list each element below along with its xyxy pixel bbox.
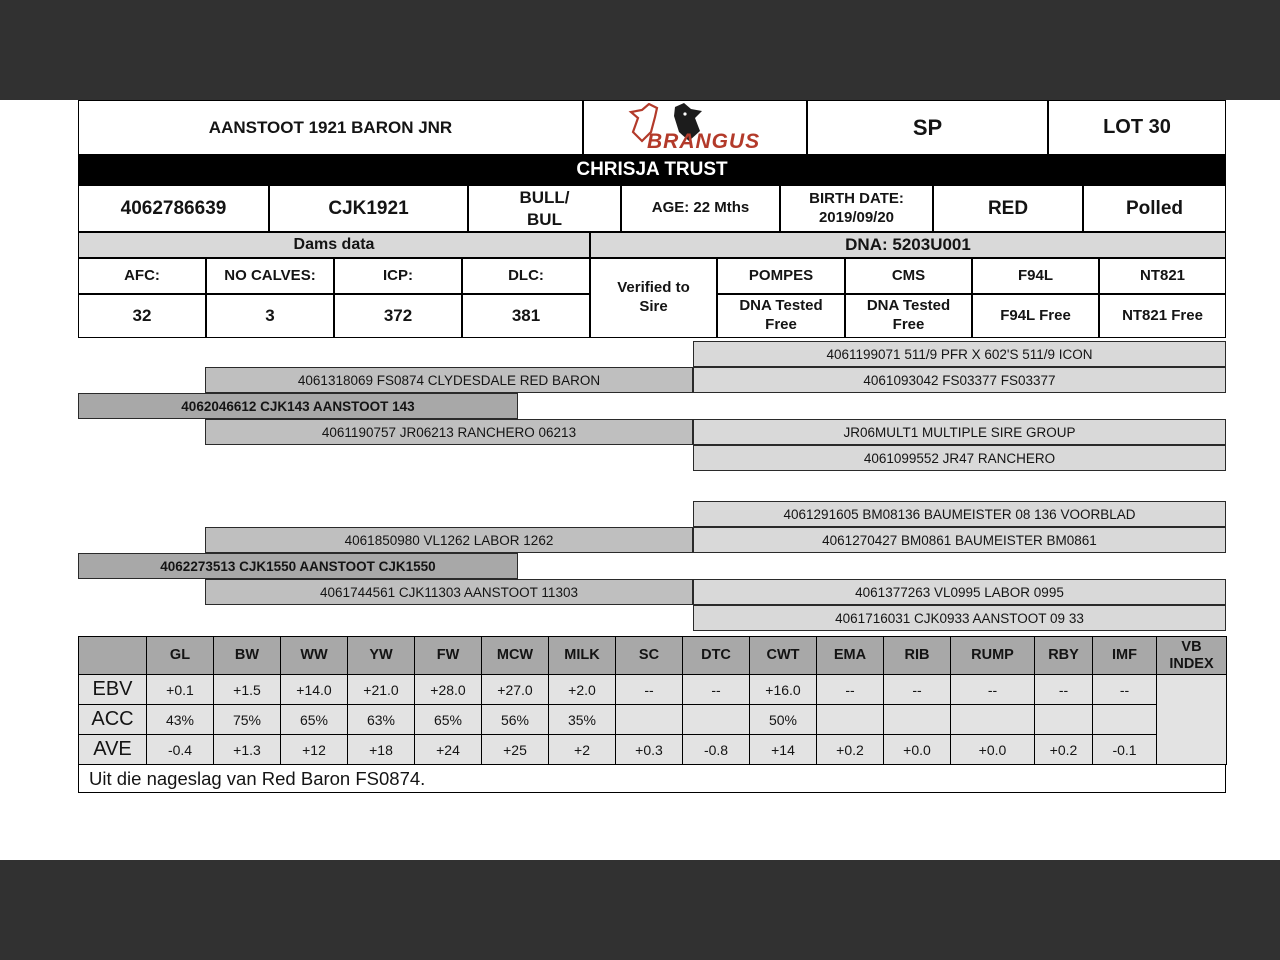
ebv-corner-cell	[79, 637, 147, 675]
icp-value-cell	[334, 294, 462, 338]
col-header-cwt: CWT	[750, 637, 817, 675]
ebv-row	[79, 675, 1227, 705]
sire-dam-cell	[205, 419, 693, 445]
ebv-yw: +21.0	[348, 675, 415, 705]
sire-dam-dam-cell	[693, 445, 1226, 471]
tattoo: CJK1921	[328, 197, 409, 219]
ave-mcw: +25	[482, 735, 549, 765]
dlc-value: 381	[511, 306, 541, 326]
dam-dam-sire: 4061377263 VL0995 LABOR 0995	[855, 584, 1064, 600]
cms-value-cell	[845, 294, 972, 338]
dam-name: 4062273513 CJK1550 AANSTOOT CJK1550	[160, 558, 436, 574]
cms-value: DNA Tested Free	[866, 297, 951, 333]
ebv-cwt: +16.0	[750, 675, 817, 705]
dlc-label-cell	[462, 258, 590, 294]
no-calves-value-cell	[206, 294, 334, 338]
no-calves-label: NO CALVES:	[224, 266, 316, 284]
acc-row-label: ACC	[79, 705, 147, 735]
ave-rby: +0.2	[1035, 735, 1093, 765]
sire-dam-sire-cell	[693, 419, 1226, 445]
ave-milk: +2	[549, 735, 616, 765]
sex-line2: BUL	[527, 209, 562, 229]
progeny-note: Uit die nageslag van Red Baron FS0874.	[89, 767, 426, 789]
afc-value: 32	[132, 306, 152, 326]
sire-sire-sire: 4061199071 511/9 PFR X 602'S 511/9 ICON	[826, 346, 1093, 362]
sire-name: 4062046612 CJK143 AANSTOOT 143	[181, 398, 415, 414]
ebv-ema: --	[817, 675, 884, 705]
sp-cell	[807, 100, 1048, 155]
sire-sire-cell	[205, 367, 693, 393]
sex-line1: BULL/	[519, 188, 570, 208]
cms-label: CMS	[891, 266, 926, 284]
col-header-mcw: MCW	[482, 637, 549, 675]
col-header-bw: BW	[214, 637, 281, 675]
ebv-rump: --	[951, 675, 1035, 705]
dam-sire-sire-cell	[693, 501, 1226, 527]
pompes-value-cell	[717, 294, 845, 338]
afc-value-cell	[78, 294, 206, 338]
col-header-sc: SC	[616, 637, 683, 675]
ave-yw: +18	[348, 735, 415, 765]
pompes-label-cell	[717, 258, 845, 294]
birth-date: 2019/09/20	[818, 208, 895, 226]
col-header-gl: GL	[147, 637, 214, 675]
ave-cwt: +14	[750, 735, 817, 765]
age-cell	[621, 185, 780, 232]
birth-date-cell	[780, 185, 933, 232]
col-header-milk: MILK	[549, 637, 616, 675]
top-dark-band	[0, 0, 1280, 100]
dam-dam-sire-cell	[693, 579, 1226, 605]
bottom-dark-band	[0, 860, 1280, 960]
acc-bw: 75%	[214, 705, 281, 735]
lot-number: LOT 30	[1103, 116, 1171, 138]
icp-value: 372	[383, 306, 413, 326]
brand-wordmark: BRANGUS	[647, 129, 761, 153]
verified-to-sire-cell	[590, 258, 717, 338]
brangus-logo	[605, 103, 785, 153]
dam-cell	[78, 553, 518, 579]
col-header-dtc: DTC	[683, 637, 750, 675]
sire-dam-sire: JR06MULT1 MULTIPLE SIRE GROUP	[843, 424, 1076, 440]
ebv-dtc: --	[683, 675, 750, 705]
nt821-value: NT821 Free	[1122, 306, 1203, 324]
acc-milk: 35%	[549, 705, 616, 735]
dlc-label: DLC:	[508, 266, 544, 284]
ave-bw: +1.3	[214, 735, 281, 765]
dam-sire: 4061850980 VL1262 LABOR 1262	[344, 532, 554, 548]
acc-rib	[884, 705, 951, 735]
acc-row	[79, 705, 1227, 735]
ave-rump: +0.0	[951, 735, 1035, 765]
col-header-rib: RIB	[884, 637, 951, 675]
acc-imf	[1093, 705, 1157, 735]
ave-sc: +0.3	[616, 735, 683, 765]
dam-dam-dam-cell	[693, 605, 1226, 631]
afc-label-cell	[78, 258, 206, 294]
ebv-rby: --	[1035, 675, 1093, 705]
ebv-row-label: EBV	[79, 675, 147, 705]
ave-gl: -0.4	[147, 735, 214, 765]
age: AGE: 22 Mths	[651, 199, 750, 217]
sp-code: SP	[912, 114, 943, 140]
acc-rump	[951, 705, 1035, 735]
birth-date-label: BIRTH DATE:	[809, 189, 904, 207]
brand-logo-cell	[583, 100, 807, 155]
ave-row-label: AVE	[79, 735, 147, 765]
nt821-label-cell	[1099, 258, 1226, 294]
colour-cell	[933, 185, 1083, 232]
progeny-note-cell	[78, 764, 1226, 793]
dam-sire-sire: 4061291605 BM08136 BAUMEISTER 08 136 VOORBLAD	[783, 506, 1136, 522]
reg-number-cell	[78, 185, 269, 232]
ebv-sc: --	[616, 675, 683, 705]
f94l-label: F94L	[1017, 266, 1053, 284]
f94l-label-cell	[972, 258, 1099, 294]
lot-cell	[1048, 100, 1226, 155]
col-header-rump: RUMP	[951, 637, 1035, 675]
cattle-eye-dot	[683, 112, 686, 115]
afc-label: AFC:	[124, 266, 160, 284]
acc-sc	[616, 705, 683, 735]
reg-number: 4062786639	[120, 197, 227, 219]
col-header-vb-index: VB INDEX	[1157, 637, 1227, 675]
ave-dtc: -0.8	[683, 735, 750, 765]
verified-to-sire: Verified to Sire	[617, 279, 690, 315]
animal-name-cell	[78, 100, 583, 155]
dam-dam-dam: 4061716031 CJK0933 AANSTOOT 09 33	[835, 610, 1084, 626]
ave-rib: +0.0	[884, 735, 951, 765]
tattoo-cell	[269, 185, 468, 232]
sire-dam-dam: 4061099552 JR47 RANCHERO	[863, 450, 1056, 466]
ebv-rib: --	[884, 675, 951, 705]
acc-dtc	[683, 705, 750, 735]
ebv-gl: +0.1	[147, 675, 214, 705]
acc-ww: 65%	[281, 705, 348, 735]
ebv-mcw: +27.0	[482, 675, 549, 705]
icp-label-cell	[334, 258, 462, 294]
horn-status-cell	[1083, 185, 1226, 232]
ebv-table	[78, 636, 1227, 765]
colour: RED	[987, 197, 1029, 219]
col-header-imf: IMF	[1093, 637, 1157, 675]
acc-gl: 43%	[147, 705, 214, 735]
sire-cell	[78, 393, 518, 419]
acc-yw: 63%	[348, 705, 415, 735]
acc-ema	[817, 705, 884, 735]
ave-ema: +0.2	[817, 735, 884, 765]
owner-name: CHRISJA TRUST	[576, 159, 728, 180]
acc-cwt: 50%	[750, 705, 817, 735]
dna-code: DNA: 5203U001	[845, 235, 971, 255]
owner-bar	[78, 155, 1226, 185]
dam-dam: 4061744561 CJK11303 AANSTOOT 11303	[320, 584, 578, 600]
dam-sire-dam-cell	[693, 527, 1226, 553]
cms-label-cell	[845, 258, 972, 294]
dna-header	[590, 232, 1226, 258]
ebv-ww: +14.0	[281, 675, 348, 705]
acc-rby	[1035, 705, 1093, 735]
col-header-fw: FW	[415, 637, 482, 675]
col-header-rby: RBY	[1035, 637, 1093, 675]
dams-data-header	[78, 232, 590, 258]
sire-sire-dam: 4061093042 FS03377 FS03377	[863, 372, 1056, 388]
ave-ww: +12	[281, 735, 348, 765]
acc-fw: 65%	[415, 705, 482, 735]
dam-dam-cell	[205, 579, 693, 605]
icp-label: ICP:	[383, 266, 413, 284]
dams-data-title: Dams data	[293, 236, 375, 253]
col-header-yw: YW	[348, 637, 415, 675]
dam-sire-cell	[205, 527, 693, 553]
animal-name: AANSTOOT 1921 BARON JNR	[208, 117, 453, 137]
sex-cell	[468, 185, 621, 232]
nt821-label: NT821	[1139, 266, 1186, 284]
ebv-fw: +28.0	[415, 675, 482, 705]
no-calves-label-cell	[206, 258, 334, 294]
acc-mcw: 56%	[482, 705, 549, 735]
ebv-milk: +2.0	[549, 675, 616, 705]
f94l-value-cell	[972, 294, 1099, 338]
ave-row	[79, 735, 1227, 765]
dam-sire-dam: 4061270427 BM0861 BAUMEISTER BM0861	[822, 532, 1097, 548]
vb-index-body-cell	[1157, 675, 1227, 765]
ave-imf: -0.1	[1093, 735, 1157, 765]
sire-sire-dam-cell	[693, 367, 1226, 393]
sire-sire-sire-cell	[693, 341, 1226, 367]
ebv-header-row	[79, 637, 1227, 675]
dlc-value-cell	[462, 294, 590, 338]
ave-fw: +24	[415, 735, 482, 765]
pompes-value: DNA Tested Free	[739, 297, 823, 333]
sire-sire: 4061318069 FS0874 CLYDESDALE RED BARON	[297, 372, 601, 388]
ebv-imf: --	[1093, 675, 1157, 705]
col-header-ema: EMA	[817, 637, 884, 675]
sire-dam: 4061190757 JR06213 RANCHERO 06213	[321, 424, 577, 440]
col-header-ww: WW	[281, 637, 348, 675]
no-calves-value: 3	[265, 306, 275, 326]
nt821-value-cell	[1099, 294, 1226, 338]
pompes-label: POMPES	[748, 266, 814, 284]
ebv-bw: +1.5	[214, 675, 281, 705]
horn-status: Polled	[1125, 197, 1183, 219]
f94l-value: F94L Free	[1000, 306, 1071, 324]
